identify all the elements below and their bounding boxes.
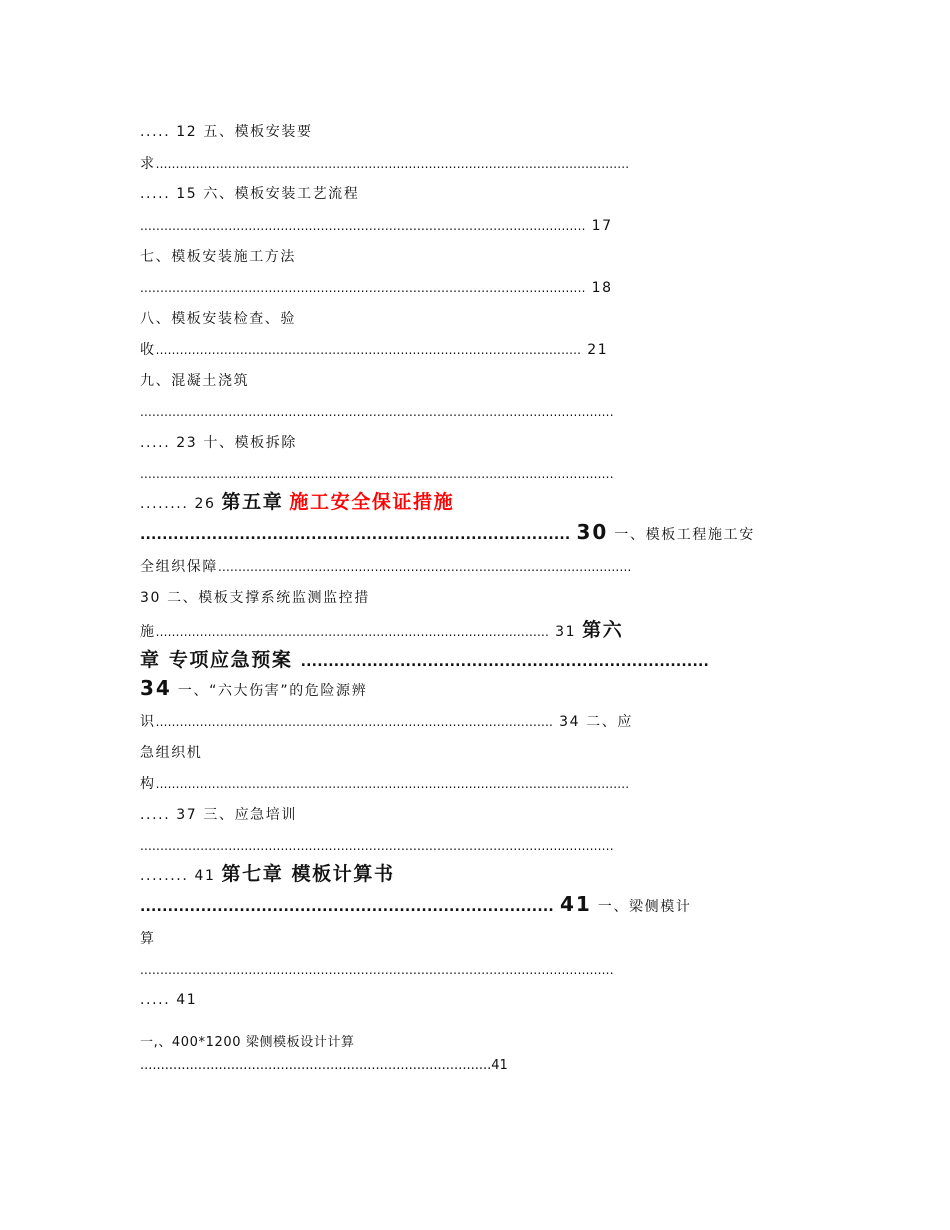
toc-line [140, 122, 806, 142]
toc-line [140, 154, 806, 174]
dot-leader: .................................................................................................. [155, 625, 550, 639]
toc-line [140, 618, 806, 642]
dot-leader: .......................................................................... [300, 654, 709, 670]
toc-line [140, 862, 806, 886]
toc-line [140, 371, 806, 391]
toc-line [140, 522, 806, 545]
toc-text: 全组织保障 [140, 559, 218, 575]
toc-text: ........ 26 [140, 496, 216, 512]
toc-text: 八、模板安装检查、验 [140, 311, 296, 327]
toc-line [140, 1034, 806, 1052]
page-number: 17 [591, 218, 613, 234]
dot-leader: ............................................................................................................... [140, 219, 586, 233]
toc-line [140, 402, 806, 422]
page-number: 21 [587, 342, 609, 358]
dot-leader: .....................................................................................41 [140, 1058, 508, 1073]
dot-leader: .............................................................................. [140, 527, 571, 543]
toc-line [140, 894, 806, 917]
toc-line [140, 805, 806, 825]
dot-leader: ...................................................................................................................... [155, 157, 630, 171]
chapter-title: 第五章 [221, 491, 284, 513]
toc-line [140, 648, 806, 674]
toc-text: ..... 12 五、模板安装要 [140, 124, 313, 140]
toc-text: 急组织机 [140, 745, 203, 761]
chapter-title: 第六 [582, 619, 624, 641]
dot-leader: ....................................................................................................... [218, 560, 632, 574]
toc-line [140, 216, 806, 236]
toc-text: ..... 23 十、模板拆除 [140, 435, 297, 451]
dot-leader: ...................................................................................................................... [140, 467, 614, 481]
toc-text: 34 二、应 [559, 714, 633, 730]
toc-line [140, 490, 806, 514]
dot-leader: ...................................................................................................................... [140, 963, 614, 977]
toc-text: ........ 41 [140, 868, 216, 884]
chapter-title-highlight: 施工安全保证措施 [289, 491, 455, 513]
toc-line [140, 433, 806, 453]
dot-leader: ................................................................................................... [155, 715, 554, 729]
toc-text: 收 [140, 342, 156, 358]
toc-text: 识 [140, 714, 156, 730]
toc-text: 七、模板安装施工方法 [140, 249, 296, 265]
toc-text: 30 二、模板支撑系统监测监控措 [140, 590, 370, 606]
toc-line [140, 557, 806, 577]
toc-line [140, 774, 806, 794]
toc-line [140, 1057, 806, 1075]
toc-line [140, 990, 806, 1010]
toc-text: 一、模板工程施工安 [614, 527, 755, 543]
toc-text: ..... 37 三、应急培训 [140, 807, 297, 823]
toc-text: ..... 41 [140, 992, 198, 1008]
dot-leader: ...................................................................................................................... [140, 839, 614, 853]
toc-text: 一、“六大伤害”的危险源辨 [177, 683, 368, 699]
toc-line [140, 678, 806, 701]
page-number: 31 [555, 624, 577, 640]
toc-text: 九、混凝土浇筑 [140, 373, 250, 389]
toc-line [140, 184, 806, 204]
toc-text: ..... 15 六、模板安装工艺流程 [140, 186, 360, 202]
toc-line [140, 309, 806, 329]
toc-text: 一,、400*1200 梁侧模板设计计算 [140, 1035, 355, 1050]
toc-line [140, 836, 806, 856]
dot-leader: ........................................................................... [140, 899, 554, 915]
toc-text: 构 [140, 776, 156, 792]
dot-leader: .......................................................................................................... [155, 343, 582, 357]
toc-line [140, 743, 806, 763]
dot-leader: ............................................................................................................... [140, 281, 586, 295]
page-number: 18 [591, 280, 613, 296]
page-number: 34 [140, 678, 172, 700]
toc-line [140, 588, 806, 608]
toc-text: 施 [140, 624, 156, 640]
page-number: 41 [559, 894, 592, 916]
dot-leader: ...................................................................................................................... [155, 777, 630, 791]
chapter-title: 第七章 模板计算书 [221, 863, 395, 885]
toc-line [140, 960, 806, 980]
toc-text: 一、梁侧模计 [597, 899, 692, 915]
page-number: 30 [576, 522, 609, 544]
chapter-title: 章 专项应急预案 [140, 649, 293, 671]
toc-text: 求 [140, 156, 156, 172]
toc-line [140, 712, 806, 732]
toc-line [140, 247, 806, 267]
toc-line [140, 464, 806, 484]
dot-leader: ...................................................................................................................... [140, 405, 614, 419]
toc-line [140, 340, 806, 360]
toc-line [140, 929, 806, 949]
toc-line [140, 278, 806, 298]
toc-text: 算 [140, 931, 156, 947]
